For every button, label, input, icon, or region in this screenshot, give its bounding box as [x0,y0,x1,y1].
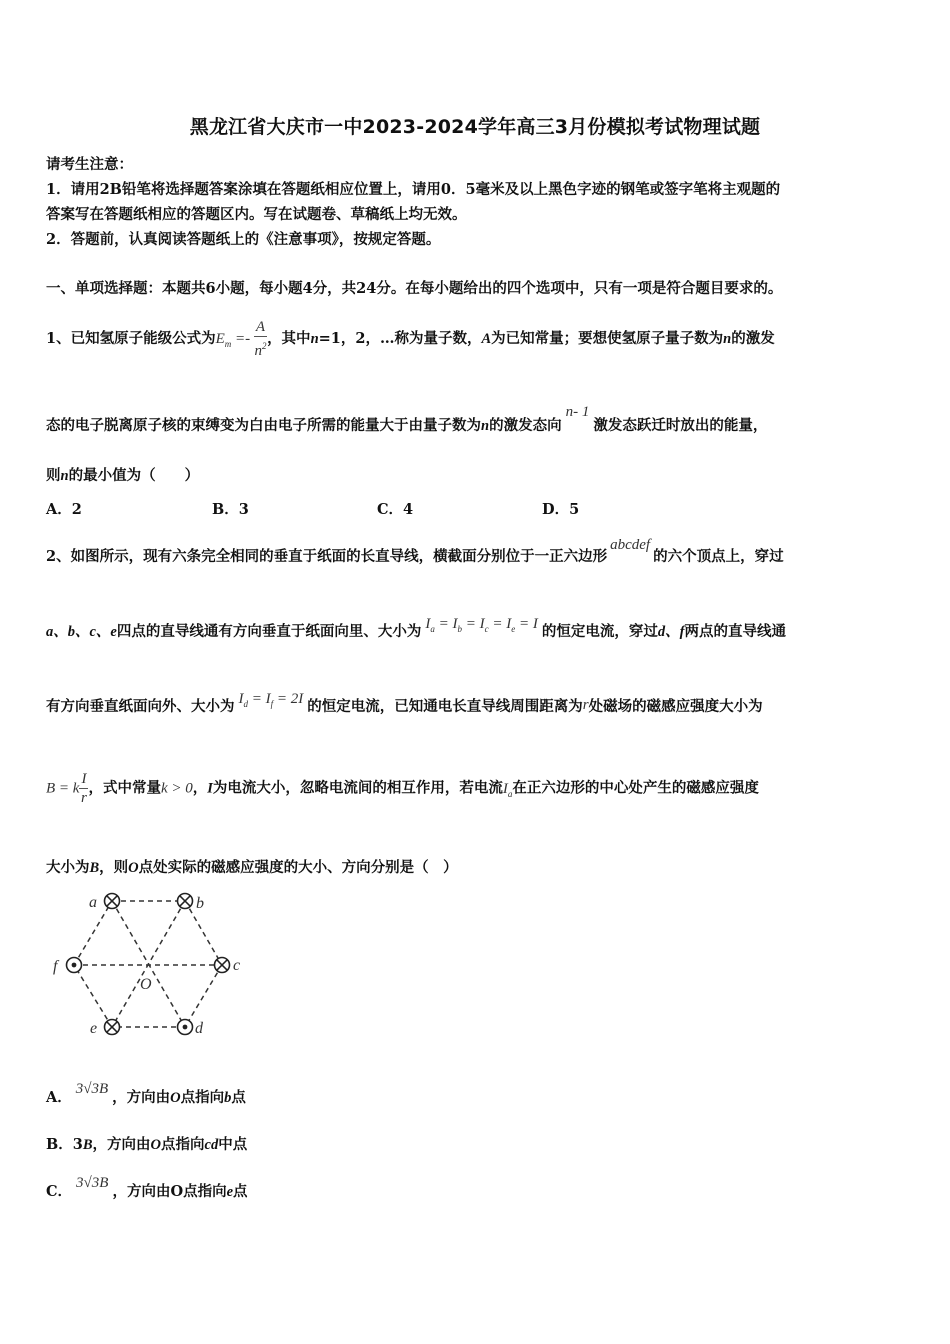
q2-line-2: a、b、c、e四点的直导线通有方向垂直于纸面向里、大小为 $I_a = I_b = I_c = I_e = I$ 的恒定电流，穿过d、f两点的直导线通 [46,616,786,640]
notice-item-2: 2．答题前，认真阅读答题纸上的《注意事项》，按规定答题。 [46,231,441,248]
wire-e-icon [105,1020,120,1035]
wire-f-icon [67,958,82,973]
q1-prefix: 1、已知氢原子能级公式为 [46,330,216,347]
label-O: O [140,976,152,993]
label-b: b [196,895,204,912]
q1-text-mid1: ，其中 [267,330,311,347]
q2-current-formula-2: $I_d = I_f = 2I$ [238,691,304,709]
notice-item-1a: 1．请用2B铅笔将选择题答案涂填在答题纸相应位置上，请用0．5毫米及以上黑色字迹的钢笔或签字笔将主观题的 [46,181,781,198]
q2-line-1: 2、如图所示，现有六条完全相同的垂直于纸面的长直导线，横截面分别位于一正六边形abcdef的六个顶点上，穿过 [46,537,784,565]
label-e: e [90,1020,98,1037]
q2-line-4: B = k $\frac{I}{r}$ ，式中常量k > 0，I为电流大小，忽略电流间的相互作用，若电流$I_a$在正六边形的中心处产生的磁感应强度 [46,771,759,806]
q1-option-b[interactable]: B．3 [212,501,249,518]
wire-a-icon [105,894,120,909]
label-f: f [53,958,58,975]
q1-fraction: $\frac{A}{n^2}$ [254,319,267,359]
label-a: a [89,894,97,911]
q1-line-3: 则n的最小值为（ ） [46,467,200,484]
wire-d-icon [178,1020,193,1035]
notice-item-1b: 答案写在答题纸相应的答题区内。写在试题卷、草稿纸上均无效。 [46,206,467,223]
label-c: c [233,957,241,974]
q2-field-fraction: $\frac{I}{r}$ [81,771,87,806]
q1-text-mid3: 为已知常量；要想使氢原子量子数为 [491,330,724,347]
q1-option-d[interactable]: D．5 [542,501,580,518]
q2-option-a[interactable]: A． 3√3B ，方向由O点指向b点 [46,1081,246,1106]
q1-var-n2: n [723,331,732,347]
hexagon-diagram [48,888,248,1040]
wire-c-icon [215,958,230,973]
page-title: 黑龙江省大庆市一中2023-2024学年高三3月份模拟考试物理试题 [189,116,761,138]
q1-var-n: n [310,331,319,347]
q1-expr: n- 1 [565,404,590,420]
q1-formula: $E_m$ =- [215,331,251,349]
q2-current-formula-1: $I_a = I_b = I_c = I_e = I$ [425,616,538,634]
label-d: d [195,1020,203,1037]
q2-option-b[interactable]: B．3B，方向由O点指向cd中点 [46,1136,248,1153]
section-heading: 一、单项选择题：本题共6小题，每小题4分，共24分。在每小题给出的四个选项中，只有一项是符合题目要求的。 [46,280,783,297]
q1-text-mid2: =1，2，…称为量子数， [318,330,482,347]
q1-line-2: 态的电子脱离原子核的束缚变为白由电子所需的能量大于由量子数为n的激发态向n- 1激发态跃迁时放出的能量， [46,404,768,434]
notice-heading: 请考生注意： [46,156,133,173]
q2-vertices: abcdef [610,537,651,553]
q1-option-a[interactable]: A．2 [46,501,82,518]
q2-option-c[interactable]: C． 3√3B ，方向由O点指向e点 [46,1175,248,1200]
q2-line-3: 有方向垂直纸面向外、大小为 $I_d = I_f = 2I$ 的恒定电流，已知通电长直导线周围距离为r处磁场的磁感应强度大小为 [46,691,763,715]
q1-option-c[interactable]: C．4 [377,501,414,518]
q1-line-1 [46,318,775,360]
q1-text-tail: 的激发 [731,330,775,347]
q1-var-A: A [481,331,492,347]
q2-line-5: 大小为B，则O点处实际的磁感应强度的大小、方向分别是（ ） [46,859,458,876]
wire-b-icon [178,894,193,909]
